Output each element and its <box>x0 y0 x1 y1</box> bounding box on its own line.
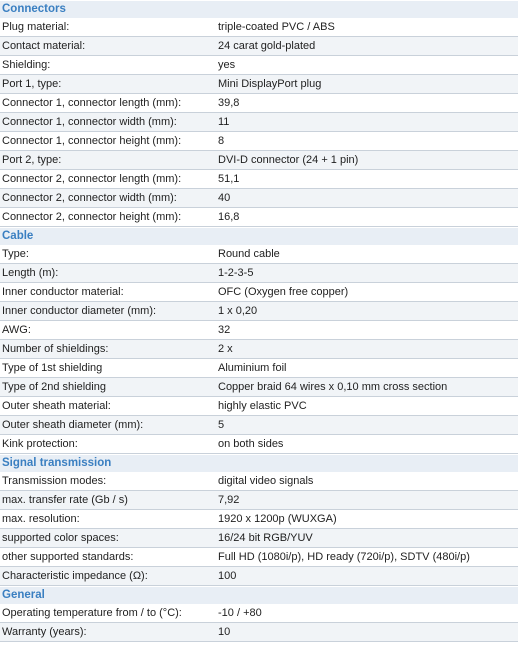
spec-label: other supported standards: <box>2 551 134 563</box>
spec-value: 39,8 <box>218 97 240 109</box>
spec-label: max. resolution: <box>2 513 80 525</box>
spec-value: Full HD (1080i/p), HD ready (720i/p), SDTV (480i/p) <box>218 551 470 563</box>
spec-value: digital video signals <box>218 475 314 487</box>
section-header-general: General <box>0 586 518 604</box>
spec-value: 10 <box>218 626 231 638</box>
spec-row <box>0 359 518 378</box>
spec-row <box>0 548 518 567</box>
spec-row <box>0 435 518 454</box>
spec-row <box>0 491 518 510</box>
spec-label: Connector 2, connector width (mm): <box>2 192 177 204</box>
spec-label: Port 1, type: <box>2 78 62 90</box>
spec-row <box>0 94 518 113</box>
spec-label: Length (m): <box>2 267 59 279</box>
spec-value: yes <box>218 59 236 71</box>
spec-row <box>0 378 518 397</box>
spec-row <box>0 321 518 340</box>
spec-value: 5 <box>218 419 225 431</box>
spec-label: Type: <box>2 248 29 260</box>
spec-label: Outer sheath diameter (mm): <box>2 419 144 431</box>
spec-label: Connector 2, connector height (mm): <box>2 211 182 223</box>
spec-row <box>0 340 518 359</box>
spec-label: Type of 1st shielding <box>2 362 103 374</box>
spec-label: Connector 1, connector length (mm): <box>2 97 182 109</box>
spec-row <box>0 113 518 132</box>
spec-row <box>0 75 518 94</box>
spec-value: 1-2-3-5 <box>218 267 254 279</box>
spec-row <box>0 416 518 435</box>
spec-value: 8 <box>218 135 225 147</box>
spec-value: 16,8 <box>218 211 240 223</box>
spec-label: Characteristic impedance (Ω): <box>2 570 148 582</box>
section-header-signal-transmission: Signal transmission <box>0 454 518 472</box>
spec-row <box>0 18 518 37</box>
spec-label: Connector 2, connector length (mm): <box>2 173 182 185</box>
spec-row <box>0 623 518 642</box>
spec-row <box>0 604 518 623</box>
spec-value: Copper braid 64 wires x 0,10 mm cross section <box>218 381 448 393</box>
spec-value: 2 x <box>218 343 233 355</box>
spec-label: Inner conductor material: <box>2 286 124 298</box>
spec-label: Shielding: <box>2 59 51 71</box>
spec-row <box>0 264 518 283</box>
spec-row <box>0 472 518 491</box>
spec-value: 11 <box>218 116 230 128</box>
spec-row <box>0 189 518 208</box>
spec-value: OFC (Oxygen free copper) <box>218 286 349 298</box>
spec-label: Contact material: <box>2 40 86 52</box>
spec-value: 24 carat gold-plated <box>218 40 316 52</box>
spec-value: highly elastic PVC <box>218 400 307 412</box>
spec-value: 40 <box>218 192 231 204</box>
spec-value: on both sides <box>218 438 284 450</box>
spec-row <box>0 567 518 586</box>
spec-label: Kink protection: <box>2 438 78 450</box>
spec-value: 7,92 <box>218 494 240 506</box>
spec-row <box>0 170 518 189</box>
spec-label: Outer sheath material: <box>2 400 111 412</box>
spec-value: 100 <box>218 570 237 582</box>
spec-value: Mini DisplayPort plug <box>218 78 322 90</box>
spec-row <box>0 208 518 227</box>
spec-value: 1 x 0,20 <box>218 305 258 317</box>
section-header-connectors: Connectors <box>0 0 518 18</box>
spec-row <box>0 37 518 56</box>
spec-label: Number of shieldings: <box>2 343 109 355</box>
spec-label: AWG: <box>2 324 31 336</box>
spec-label: Port 2, type: <box>2 154 62 166</box>
spec-row <box>0 302 518 321</box>
spec-label: Operating temperature from / to (°C): <box>2 607 182 619</box>
spec-value: 1920 x 1200p (WUXGA) <box>218 513 337 525</box>
spec-label: Plug material: <box>2 21 70 33</box>
spec-value: 32 <box>218 324 231 336</box>
spec-value: DVI-D connector (24 + 1 pin) <box>218 154 359 166</box>
spec-value: 51,1 <box>218 173 240 185</box>
spec-row <box>0 397 518 416</box>
spec-row <box>0 151 518 170</box>
spec-label: Type of 2nd shielding <box>2 381 106 393</box>
spec-row <box>0 529 518 548</box>
spec-value: Round cable <box>218 248 280 260</box>
spec-row <box>0 56 518 75</box>
spec-label: Inner conductor diameter (mm): <box>2 305 157 317</box>
spec-value: triple-coated PVC / ABS <box>218 21 335 33</box>
spec-label: max. transfer rate (Gb / s) <box>2 494 128 506</box>
spec-value: Aluminium foil <box>218 362 287 374</box>
spec-label: Connector 1, connector height (mm): <box>2 135 182 147</box>
spec-label: Warranty (years): <box>2 626 87 638</box>
spec-label: supported color spaces: <box>2 532 119 544</box>
spec-value: -10 / +80 <box>218 607 262 619</box>
spec-label: Transmission modes: <box>2 475 107 487</box>
spec-row <box>0 245 518 264</box>
spec-row <box>0 510 518 529</box>
spec-row <box>0 283 518 302</box>
spec-label: Connector 1, connector width (mm): <box>2 116 177 128</box>
section-header-cable: Cable <box>0 227 518 245</box>
spec-value: 16/24 bit RGB/YUV <box>218 532 313 544</box>
spec-row <box>0 132 518 151</box>
